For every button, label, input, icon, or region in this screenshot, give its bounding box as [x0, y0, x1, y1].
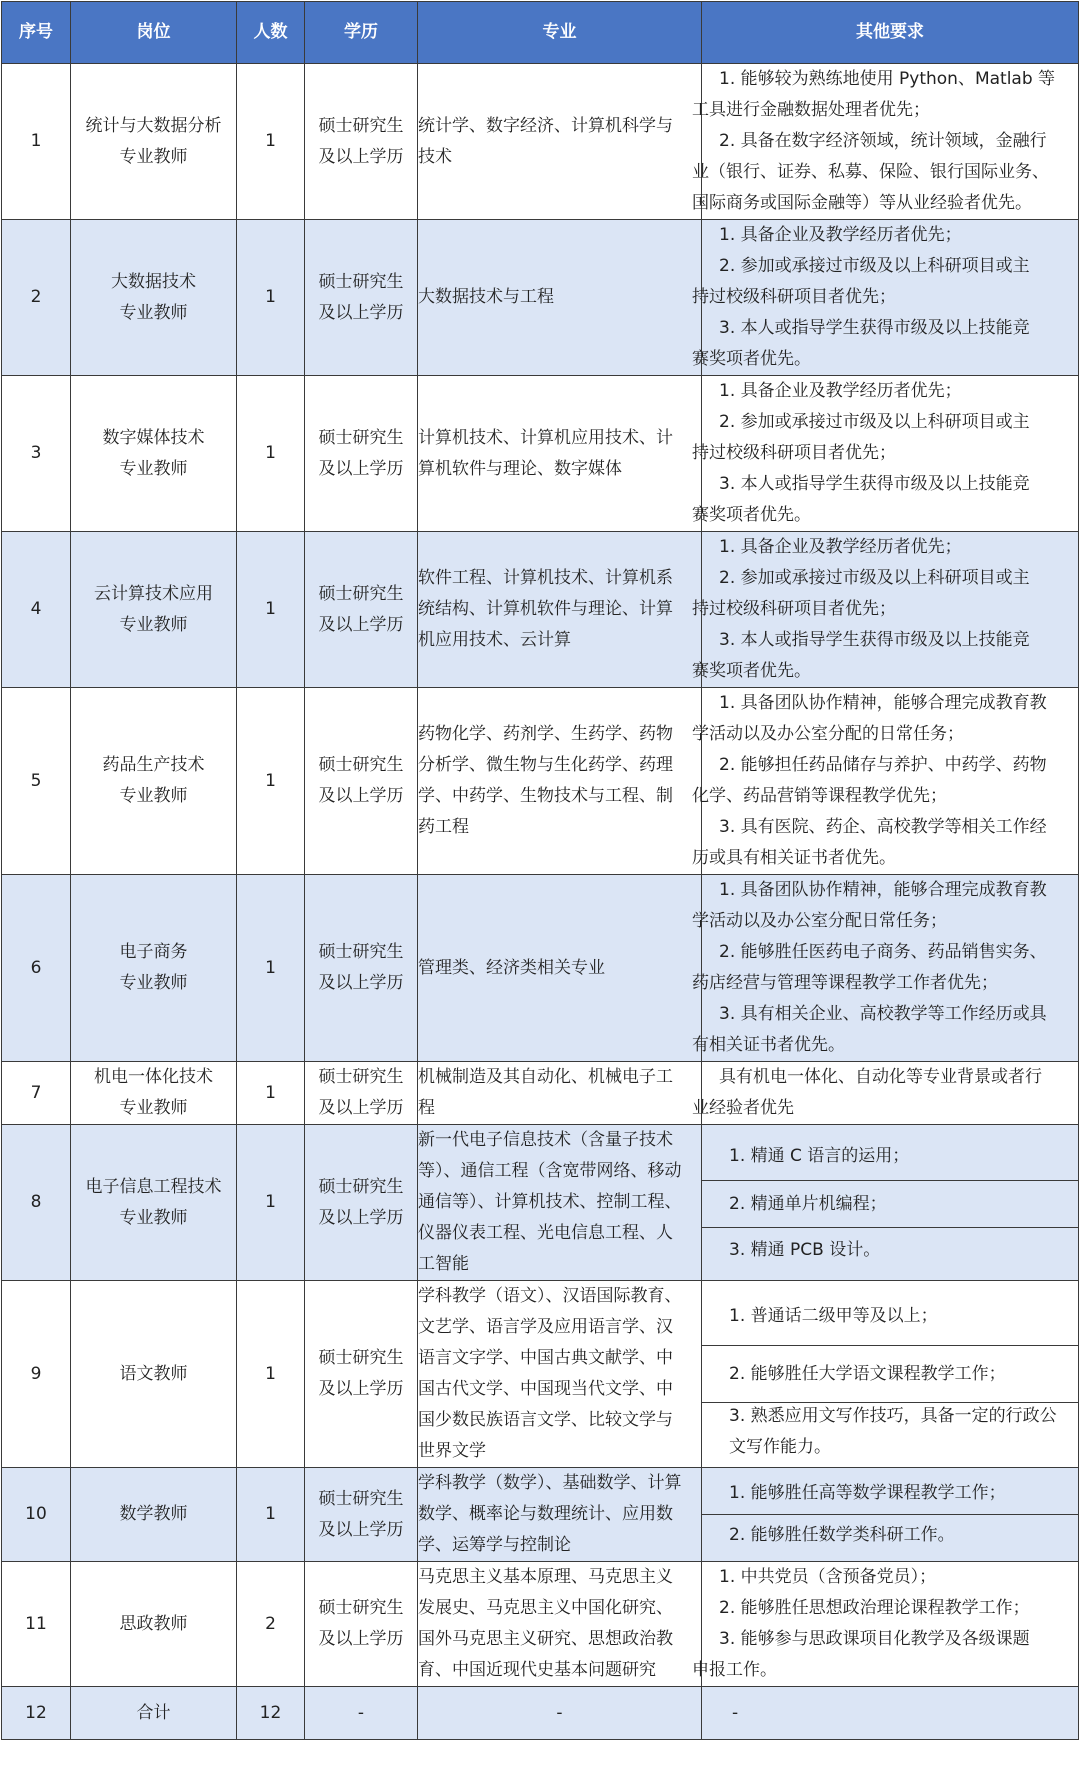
cell-education	[305, 1125, 418, 1281]
cell-education	[305, 688, 418, 875]
text-line: 分析学、微生物与生化药学、药理	[418, 755, 673, 775]
cell-requirements	[692, 220, 1079, 376]
cell-no: 11	[2, 1562, 71, 1687]
requirement-item	[702, 376, 1078, 407]
cell-requirements	[692, 1562, 1079, 1687]
text-line: 2. 能够胜任思想政治理论课程教学工作；	[719, 1598, 1030, 1618]
text-line: 电子商务	[119, 942, 188, 962]
cell-requirements	[692, 688, 1079, 875]
text-line: 硕士研究生	[318, 1348, 404, 1368]
cell-count: 1	[237, 1468, 305, 1562]
header-count: 人数	[237, 2, 305, 64]
text-line: 合计	[136, 1702, 171, 1723]
text-line: 2. 具备在数字经济领域，统计领域，金融行	[719, 131, 1047, 151]
cell-count: 1	[237, 1062, 305, 1125]
cell-major	[418, 64, 702, 220]
requirement-item	[702, 532, 1078, 563]
text-line: 专业教师	[119, 973, 188, 993]
text-line: 大数据技术	[111, 271, 196, 292]
text-line: 软件工程、计算机技术、计算机系	[418, 568, 673, 588]
text-line: 及以上学历	[318, 1629, 404, 1649]
cell-no: 4	[2, 532, 71, 688]
text-line: 发展史、马克思主义中国化研究、	[418, 1598, 673, 1618]
text-line: 专业教师	[119, 1098, 188, 1118]
text-line: 3. 能够参与思政课项目化教学及各级课题	[719, 1629, 1030, 1649]
text-line: 程	[418, 1098, 435, 1118]
table-row	[2, 688, 1079, 875]
table-row	[2, 376, 1079, 532]
text-line: 3. 具有相关企业、高校教学等工作经历或具	[719, 1004, 1047, 1024]
text-line: 有相关证书者优先。	[692, 1035, 845, 1055]
text-line: 数字媒体技术	[102, 427, 205, 448]
cell-post	[71, 1281, 237, 1468]
header-post: 岗位	[71, 2, 237, 64]
text-line: -	[357, 1702, 365, 1723]
text-line: 硕士研究生	[318, 427, 404, 448]
text-line: 及以上学历	[318, 458, 404, 479]
cell-count: 1	[237, 1125, 305, 1281]
header-no: 序号	[2, 2, 71, 64]
cell-post	[71, 875, 237, 1062]
cell-education	[305, 64, 418, 220]
text-line: 文艺学、语言学及应用语言学、汉	[418, 1317, 673, 1337]
cell-post	[71, 1125, 237, 1281]
text-line: 学活动以及办公室分配日常任务；	[692, 911, 947, 931]
text-line: 机电一体化技术	[94, 1067, 213, 1087]
text-line: 马克思主义基本原理、马克思主义	[418, 1567, 673, 1587]
cell-count: 1	[237, 532, 305, 688]
cell-count: 1	[237, 688, 305, 875]
cell-education	[305, 532, 418, 688]
cell-education	[305, 1687, 418, 1740]
text-line: 专业教师	[119, 302, 188, 323]
cell-post	[71, 1687, 237, 1740]
requirement-item	[692, 313, 1078, 375]
text-line: 历或具有相关证书者优先。	[692, 848, 896, 868]
text-line: 文写作能力。	[729, 1436, 831, 1457]
text-line: 专业教师	[119, 146, 188, 167]
text-line: 工具进行金融数据处理者优先；	[692, 100, 930, 120]
text-line: 及以上学历	[318, 614, 404, 635]
text-line: 具有机电一体化、自动化等专业背景或者行	[719, 1067, 1042, 1087]
text-line: 计算机技术、计算机应用技术、计	[418, 427, 673, 448]
cell-count: 1	[237, 875, 305, 1062]
text-line: 硕士研究生	[318, 1176, 404, 1197]
text-line: 大数据技术与工程	[418, 287, 554, 307]
cell-count: 12	[237, 1687, 305, 1740]
cell-count: 1	[237, 220, 305, 376]
requirement-item	[692, 875, 1078, 937]
text-line: 及以上学历	[318, 1098, 404, 1118]
text-line: 药店经营与管理等课程教学工作者优先；	[692, 973, 998, 993]
text-line: 硕士研究生	[318, 271, 404, 292]
text-line: 1. 能够较为熟练地使用 Python、Matlab 等	[719, 69, 1056, 89]
cell-major	[418, 1562, 702, 1687]
text-line: 持过校级科研项目者优先；	[692, 443, 896, 463]
text-line: 统计与大数据分析	[85, 115, 222, 136]
text-line: 统结构、计算机软件与理论、计算	[418, 599, 673, 619]
header-requirements: 其他要求	[702, 2, 1079, 64]
text-line: 1. 具备企业及教学经历者优先；	[719, 537, 962, 557]
text-line: 机械制造及其自动化、机械电子工	[418, 1067, 673, 1087]
text-line: 仪器仪表工程、光电信息工程、人	[418, 1223, 673, 1243]
requirement-item	[692, 469, 1078, 531]
requirement-item	[702, 1227, 1078, 1272]
cell-major	[418, 1468, 702, 1562]
requirement-item	[692, 1062, 1078, 1124]
cell-no: 2	[2, 220, 71, 376]
table-row	[2, 1125, 1079, 1281]
requirement-item	[702, 1180, 1078, 1227]
cell-major	[418, 1281, 702, 1468]
text-line: 药品生产技术	[102, 755, 205, 775]
text-line: 业经验者优先	[692, 1098, 794, 1118]
text-line: 2. 精通单片机编程；	[729, 1193, 887, 1214]
cell-requirements	[692, 875, 1079, 1062]
text-line: 3. 本人或指导学生获得市级及以上技能竞	[719, 318, 1030, 338]
cell-requirements	[692, 376, 1079, 532]
table-row	[2, 64, 1079, 220]
text-line: 1. 能够胜任高等数学课程教学工作；	[729, 1483, 1006, 1503]
text-line: 持过校级科研项目者优先；	[692, 287, 896, 307]
text-line: 通信等）、计算机技术、控制工程、	[418, 1192, 682, 1212]
cell-no: 5	[2, 688, 71, 875]
cell-education	[305, 376, 418, 532]
cell-requirements	[702, 1281, 1079, 1468]
text-line: 国少数民族语言文学、比较文学与	[418, 1410, 673, 1430]
text-line: 2. 能够胜任大学语文课程教学工作；	[729, 1363, 1006, 1384]
text-line: 1. 具备企业及教学经历者优先；	[719, 381, 962, 401]
text-line: 硕士研究生	[318, 1488, 404, 1509]
requirement-item	[702, 1288, 1078, 1345]
cell-requirements	[692, 532, 1079, 688]
header-education: 学历	[305, 2, 418, 64]
text-line: 等）、通信工程（含宽带网络、移动	[418, 1161, 682, 1181]
table-body	[2, 64, 1079, 1740]
text-line: 国古代文学、中国现当代文学、中	[418, 1379, 673, 1399]
requirement-item	[702, 1514, 1078, 1556]
requirement-item	[692, 937, 1078, 999]
cell-major	[418, 875, 702, 1062]
requirement-item	[702, 1402, 1078, 1460]
cell-major	[418, 1687, 702, 1740]
text-line: 2. 能够胜任医药电子商务、药品销售实务、	[719, 942, 1047, 962]
text-line: 持过校级科研项目者优先；	[692, 599, 896, 619]
cell-education	[305, 1062, 418, 1125]
cell-education	[305, 1468, 418, 1562]
table-row	[2, 1687, 1079, 1740]
text-line: 算机软件与理论、数字媒体	[418, 458, 622, 479]
text-line: 新一代电子信息技术（含量子技术	[418, 1130, 673, 1150]
text-line: 专业教师	[119, 614, 188, 635]
cell-no: 7	[2, 1062, 71, 1125]
text-line: 2. 参加或承接过市级及以上科研项目或主	[719, 568, 1030, 588]
cell-major	[418, 532, 702, 688]
cell-major	[418, 376, 702, 532]
cell-education	[305, 1562, 418, 1687]
text-line: 学、中药学、生物技术与工程、制	[418, 786, 673, 806]
text-line: 国外马克思主义研究、思想政治教	[418, 1629, 673, 1649]
text-line: 1. 具备团队协作精神，能够合理完成教育教	[719, 880, 1047, 900]
header-major: 专业	[418, 2, 702, 64]
text-line: 1. 具备团队协作精神，能够合理完成教育教	[719, 693, 1047, 713]
requirement-item	[692, 812, 1078, 874]
text-line: 赛奖项者优先。	[692, 505, 811, 525]
requirement-item	[702, 220, 1078, 251]
requirement-item	[702, 1593, 1078, 1624]
text-line: 及以上学历	[318, 302, 404, 323]
text-line: 及以上学历	[318, 1207, 404, 1228]
text-line: 药物化学、药剂学、生药学、药物	[418, 724, 673, 744]
requirement-item	[702, 1345, 1078, 1402]
cell-requirements	[692, 1062, 1079, 1125]
text-line: 3. 精通 PCB 设计。	[729, 1239, 881, 1260]
cell-no: 1	[2, 64, 71, 220]
cell-count: 1	[237, 1281, 305, 1468]
cell-post	[71, 532, 237, 688]
cell-requirements	[702, 1468, 1079, 1562]
requirement-item	[702, 1473, 1078, 1514]
text-line: 机应用技术、云计算	[418, 630, 571, 650]
text-line: 业（银行、证券、私募、保险、银行国际业务、	[692, 162, 1049, 182]
cell-post	[71, 1062, 237, 1125]
requirement-item	[692, 407, 1078, 469]
requirement-item	[702, 1133, 1078, 1180]
requirement-item	[702, 1562, 1078, 1593]
cell-education	[305, 1281, 418, 1468]
text-line: 赛奖项者优先。	[692, 661, 811, 681]
text-line: 硕士研究生	[318, 1598, 404, 1618]
text-line: 3. 本人或指导学生获得市级及以上技能竞	[719, 630, 1030, 650]
text-line: 工智能	[418, 1254, 469, 1274]
text-line: 学科教学（语文）、汉语国际教育、	[418, 1286, 682, 1306]
text-line: 世界文学	[418, 1441, 486, 1461]
text-line: 电子信息工程技术	[85, 1176, 222, 1197]
requirement-item	[692, 563, 1078, 625]
text-line: 语言文字学、中国古典文献学、中	[418, 1348, 673, 1368]
text-line: 1. 精通 C 语言的运用；	[729, 1146, 910, 1166]
text-line: 思政教师	[119, 1613, 188, 1634]
requirement-item	[692, 126, 1078, 219]
text-line: 2. 参加或承接过市级及以上科研项目或主	[719, 256, 1030, 276]
requirement-item	[692, 64, 1078, 126]
cell-no: 6	[2, 875, 71, 1062]
requirement-item	[692, 688, 1078, 750]
text-line: 及以上学历	[318, 1519, 404, 1540]
text-line: 硕士研究生	[318, 1067, 404, 1087]
cell-post	[71, 220, 237, 376]
cell-post	[71, 1468, 237, 1562]
cell-no: 10	[2, 1468, 71, 1562]
text-line: 赛奖项者优先。	[692, 349, 811, 369]
table-row	[2, 1062, 1079, 1125]
text-line: -	[732, 1702, 739, 1723]
text-line: 化学、药品营销等课程教学优先；	[692, 786, 947, 806]
text-line: 技术	[418, 146, 452, 167]
table-row	[2, 220, 1079, 376]
cell-post	[71, 376, 237, 532]
text-line: 学科教学（数学）、基础数学、计算	[418, 1473, 682, 1493]
table-row	[2, 1468, 1079, 1562]
cell-requirements	[692, 64, 1079, 220]
table-row	[2, 1281, 1079, 1468]
text-line: 数学、概率论与数理统计、应用数	[418, 1504, 673, 1524]
cell-post	[71, 1562, 237, 1687]
table-row	[2, 875, 1079, 1062]
text-line: 育、中国近现代史基本问题研究	[418, 1660, 656, 1680]
text-line: 专业教师	[119, 458, 188, 479]
text-line: -	[556, 1702, 563, 1723]
text-line: 药工程	[418, 817, 469, 837]
text-line: 2. 参加或承接过市级及以上科研项目或主	[719, 412, 1030, 432]
text-line: 硕士研究生	[318, 583, 404, 604]
text-line: 语文教师	[119, 1363, 188, 1384]
text-line: 及以上学历	[318, 973, 404, 993]
text-line: 3. 具有医院、药企、高校教学等相关工作经	[719, 817, 1047, 837]
table-header-row	[2, 2, 1079, 64]
text-line: 1. 普通话二级甲等及以上；	[729, 1306, 938, 1326]
requirement-item	[692, 251, 1078, 313]
cell-count: 1	[237, 64, 305, 220]
table-row	[2, 1562, 1079, 1687]
text-line: 3. 熟悉应用文写作技巧，具备一定的行政公	[729, 1405, 1057, 1426]
text-line: 2. 能够担任药品储存与养护、中药学、药物	[719, 755, 1047, 775]
cell-major	[418, 688, 702, 875]
text-line: 1. 中共党员（含预备党员）；	[719, 1567, 937, 1587]
cell-post	[71, 64, 237, 220]
text-line: 申报工作。	[692, 1660, 777, 1680]
cell-education	[305, 220, 418, 376]
text-line: 1. 具备企业及教学经历者优先；	[719, 225, 962, 245]
text-line: 国际商务或国际金融等）等从业经验者优先。	[692, 193, 1032, 213]
text-line: 统计学、数字经济、计算机科学与	[418, 115, 673, 136]
cell-no: 3	[2, 376, 71, 532]
cell-no: 12	[2, 1687, 71, 1740]
cell-no: 9	[2, 1281, 71, 1468]
cell-requirements	[702, 1125, 1079, 1281]
text-line: 专业教师	[119, 786, 188, 806]
text-line: 硕士研究生	[318, 755, 404, 775]
text-line: 硕士研究生	[318, 115, 404, 136]
text-line: 数学教师	[119, 1504, 188, 1524]
cell-count: 1	[237, 376, 305, 532]
text-line: 管理类、经济类相关专业	[418, 957, 605, 978]
requirement-item	[692, 1624, 1078, 1686]
cell-education	[305, 875, 418, 1062]
table-row	[2, 532, 1079, 688]
text-line: 及以上学历	[318, 1379, 404, 1399]
cell-major	[418, 1125, 702, 1281]
cell-post	[71, 688, 237, 875]
text-line: 专业教师	[119, 1207, 188, 1228]
text-line: 硕士研究生	[318, 942, 404, 962]
text-line: 学活动以及办公室分配的日常任务；	[692, 724, 964, 744]
recruitment-table	[1, 1, 1079, 1740]
cell-no: 8	[2, 1125, 71, 1281]
requirement-item	[692, 625, 1078, 687]
cell-major	[418, 1062, 702, 1125]
requirement-item	[692, 750, 1078, 812]
text-line: 2. 能够胜任数学类科研工作。	[729, 1525, 955, 1545]
text-line: 及以上学历	[318, 146, 404, 167]
text-line: 学、运筹学与控制论	[418, 1535, 571, 1555]
text-line: 及以上学历	[318, 786, 404, 806]
text-line: 3. 本人或指导学生获得市级及以上技能竞	[719, 474, 1030, 494]
text-line: 云计算技术应用	[94, 583, 213, 604]
cell-requirements	[702, 1687, 1079, 1740]
cell-count: 2	[237, 1562, 305, 1687]
cell-major	[418, 220, 702, 376]
requirement-item	[692, 999, 1078, 1061]
